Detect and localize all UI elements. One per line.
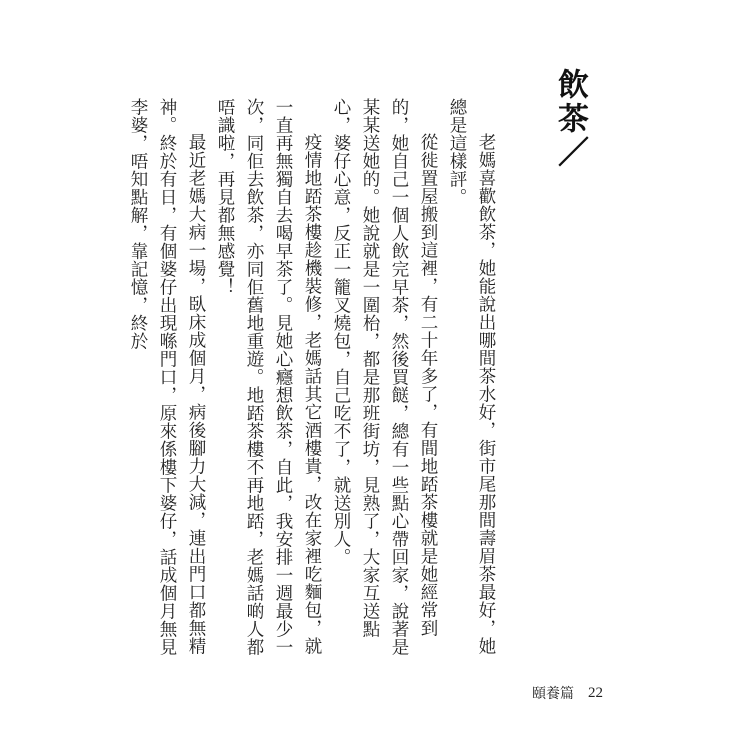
page-footer	[532, 683, 612, 703]
chapter-title: 飲茶／	[552, 68, 588, 170]
paragraph: 疫情地踎茶樓趁機裝修，老媽話其它酒樓貴，改在家裡吃麵包，就一直再無獨自去喝早茶了。見她心癮想飲茶，自此，我安排一週最少一次，同佢去飲茶，亦同佢舊地重遊。地踎茶樓不再地踎，老媽話啲人都唔識啦，再見都無感覺！	[215, 98, 322, 656]
paragraph: 從徙置屋搬到這裡，有二十年多了，有間地踎茶樓就是她經常到的，她自己一個人飲完早茶，然後買餸，總有一些點心帶回家，說著是某某送她的。她說就是一圍枱，都是那班街坊，見熟了，大家互送點心，婆仔心意，反正一籠叉燒包，自己吃不了，就送別人。	[331, 98, 438, 656]
section-name: 頤養篇	[532, 686, 574, 702]
page-number: 22	[588, 684, 603, 701]
paragraph: 最近老媽大病一場，臥床成個月，病後腳力大減，連出門口都無精神。終於有日，有個婆仔出現喺門口，原來係樓下婆仔，話成個月無見李婆，唔知點解，靠記憶，終於	[128, 98, 206, 656]
body-text	[128, 98, 500, 658]
paragraph: 老媽喜歡飲茶，她能說出哪間茶水好，街市尾那間壽眉茶最好，她總是這樣評。	[447, 98, 496, 655]
